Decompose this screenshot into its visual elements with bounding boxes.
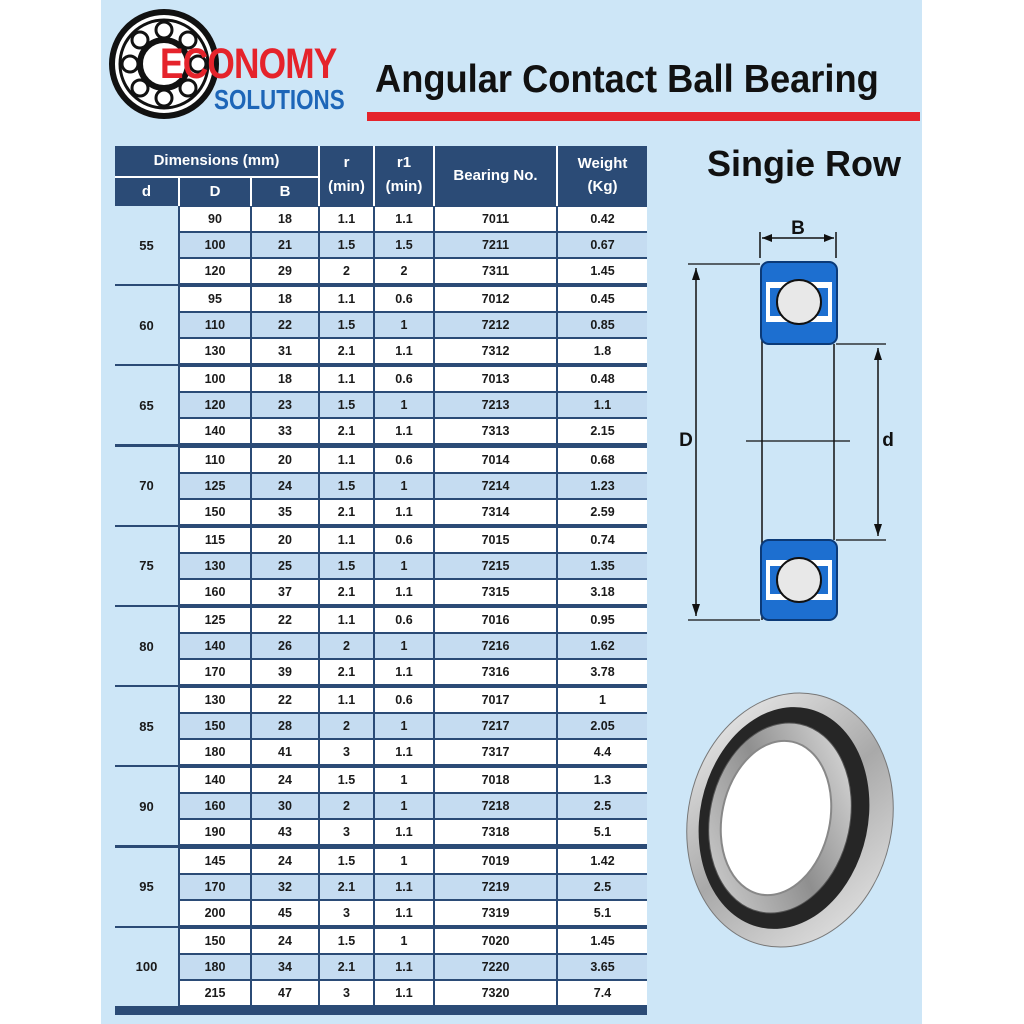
- table-row: [180, 981, 647, 1005]
- cell-B: 41: [278, 745, 292, 760]
- header-weight-unit: (Kg): [587, 178, 618, 195]
- cell-B: 22: [278, 318, 292, 333]
- cell-B: 33: [278, 424, 292, 439]
- cell-D: 100: [204, 238, 226, 252]
- cell-weight: 1: [599, 693, 606, 708]
- table-group: [115, 447, 647, 527]
- cell-B: 24: [278, 933, 292, 948]
- cell-weight: 1.8: [593, 344, 612, 359]
- cell-weight: 5.1: [593, 905, 612, 920]
- cell-weight: 1.3: [593, 773, 612, 788]
- cell-weight: 0.45: [590, 292, 615, 307]
- cell-r: 3: [343, 905, 350, 920]
- cell-r1: 1.1: [395, 985, 413, 1000]
- cell-D: 110: [204, 318, 226, 333]
- cell-bearing-no: 7217: [481, 719, 510, 734]
- cell-r: 1.1: [337, 693, 356, 708]
- cell-r: 1.5: [337, 773, 356, 788]
- cell-r: 1.1: [337, 212, 356, 226]
- cell-bearing-no: 7019: [481, 853, 510, 868]
- cell-bearing-no: 7012: [481, 292, 510, 307]
- cell-B: 32: [278, 879, 292, 894]
- cell-r1: 1.1: [395, 212, 413, 226]
- cell-B: 31: [278, 344, 292, 359]
- table-row: [180, 419, 647, 443]
- cell-B: 23: [278, 398, 292, 413]
- cell-D: 95: [208, 292, 222, 307]
- table-row: [180, 287, 647, 311]
- label-D: D: [679, 430, 693, 451]
- cell-r: 3: [343, 745, 350, 760]
- cell-D: 150: [204, 933, 226, 948]
- cell-r1: 0.6: [395, 372, 413, 387]
- cell-bearing-no: 7317: [481, 745, 510, 760]
- page-subtitle: Singie Row: [707, 143, 902, 184]
- cell-r1: 1: [400, 773, 408, 788]
- cell-r: 2: [343, 719, 350, 734]
- cell-bearing-no: 7011: [481, 212, 510, 226]
- table-row: [180, 688, 647, 712]
- cell-r1: 1.1: [395, 905, 413, 920]
- cell-bearing-no: 7316: [481, 665, 510, 679]
- cell-D: 130: [204, 344, 226, 359]
- cell-bearing-no: 7216: [481, 639, 510, 653]
- bearing-cross-section-diagram: [660, 210, 920, 630]
- cell-r1: 1.1: [395, 424, 413, 439]
- cell-weight: 2.05: [590, 719, 615, 734]
- cell-bearing-no: 7218: [481, 799, 510, 814]
- table-row: [180, 448, 647, 472]
- cell-r: 1.5: [337, 853, 356, 868]
- header-D-large: D: [209, 183, 221, 200]
- cell-weight: 1.23: [590, 478, 615, 493]
- cell-bearing-no: 7212: [481, 318, 510, 333]
- cell-D: 100: [204, 372, 226, 387]
- cell-r1: 0.6: [395, 532, 413, 547]
- cell-r1: 1.1: [395, 825, 413, 840]
- cell-r: 1.1: [337, 372, 356, 387]
- cell-r: 1.1: [337, 613, 356, 627]
- cell-weight: 1.62: [590, 639, 615, 653]
- cell-d: 85: [115, 687, 178, 765]
- cell-bearing-no: 7018: [481, 773, 510, 788]
- cell-r: 1.5: [337, 558, 356, 573]
- title-underline: [367, 112, 920, 121]
- bearing-spec-table: [115, 146, 647, 1015]
- cell-bearing-no: 7020: [481, 933, 510, 948]
- cell-bearing-no: 7220: [481, 959, 510, 974]
- cell-r1: 1.1: [395, 665, 413, 679]
- table-row: [180, 849, 647, 873]
- table-row: [180, 634, 647, 658]
- cell-r: 1.5: [337, 238, 356, 252]
- cell-D: 160: [204, 799, 226, 814]
- table-group: [115, 206, 647, 286]
- cell-r1: 1: [400, 398, 408, 413]
- header-B: B: [279, 183, 291, 200]
- cell-bearing-no: 7319: [481, 905, 510, 920]
- cell-r: 2: [343, 639, 350, 653]
- table-row: [180, 955, 647, 979]
- cell-r1: 0.6: [395, 693, 413, 708]
- cell-weight: 7.4: [593, 985, 612, 1000]
- cell-weight: 2.59: [590, 504, 615, 519]
- header-weight: Weight: [577, 155, 628, 172]
- cell-r1: 0.6: [395, 452, 413, 467]
- cell-weight: 1.45: [590, 933, 615, 948]
- cell-r: 2: [343, 264, 350, 278]
- cell-r1: 1: [400, 478, 408, 493]
- table-group: [115, 286, 647, 366]
- cell-r1: 1: [400, 558, 408, 573]
- cell-D: 140: [204, 424, 226, 439]
- cell-D: 170: [204, 665, 226, 679]
- cell-r: 1.5: [337, 318, 356, 333]
- cell-weight: 0.67: [590, 238, 615, 252]
- cell-d: 60: [115, 286, 178, 364]
- cell-D: 130: [204, 693, 226, 708]
- header-r1: r1: [396, 154, 412, 171]
- cell-bearing-no: 7313: [481, 424, 510, 439]
- cell-r: 2: [343, 799, 350, 814]
- cell-r1: 1.5: [395, 238, 413, 252]
- cell-r1: 0.6: [395, 613, 413, 627]
- header-r: r: [343, 154, 350, 171]
- table-row: [180, 207, 647, 231]
- cell-r1: 1.1: [395, 745, 413, 760]
- cell-D: 150: [204, 504, 226, 519]
- cell-weight: 3.65: [590, 959, 615, 974]
- cell-r1: 1: [400, 799, 408, 814]
- cell-weight: 1.42: [590, 853, 615, 868]
- cell-r1: 1.1: [395, 344, 413, 359]
- cell-B: 18: [278, 212, 292, 226]
- cell-r: 2.1: [337, 665, 356, 679]
- cell-r1: 1.1: [395, 504, 413, 519]
- cell-D: 120: [204, 398, 226, 413]
- cell-B: 24: [278, 853, 292, 868]
- cell-d: 55: [115, 206, 178, 284]
- table-row: [180, 367, 647, 391]
- cell-B: 22: [278, 613, 292, 627]
- header-bearing-no: Bearing No.: [453, 167, 538, 184]
- cell-D: 115: [204, 532, 226, 547]
- table-row: [180, 768, 647, 792]
- cell-weight: 3.18: [590, 584, 615, 599]
- table-group: [115, 527, 647, 607]
- header-dimensions: Dimensions (mm): [153, 152, 280, 169]
- cell-r1: 1.1: [395, 879, 413, 894]
- cell-r1: 1: [400, 853, 408, 868]
- cell-bearing-no: 7013: [481, 372, 510, 387]
- table-row: [180, 820, 647, 844]
- header-r1-unit: (min): [385, 178, 423, 195]
- cell-r: 2.1: [337, 424, 356, 439]
- cell-D: 215: [204, 985, 226, 1000]
- cell-r1: 1.1: [395, 584, 413, 599]
- table-row: [180, 580, 647, 604]
- cell-bearing-no: 7211: [481, 238, 510, 252]
- cell-r: 1.1: [337, 452, 356, 467]
- cell-d: 80: [115, 607, 178, 685]
- table-group: [115, 687, 647, 767]
- table-row: [180, 794, 647, 818]
- table-row: [180, 313, 647, 337]
- cell-bearing-no: 7213: [481, 398, 510, 413]
- cell-weight: 0.95: [590, 613, 615, 627]
- cell-weight: 2.15: [590, 424, 615, 439]
- cell-bearing-no: 7017: [481, 693, 510, 708]
- cell-D: 170: [204, 879, 226, 894]
- cell-bearing-no: 7016: [481, 613, 510, 627]
- cell-B: 22: [278, 693, 292, 708]
- cell-bearing-no: 7015: [481, 532, 510, 547]
- cell-r1: 1: [400, 933, 408, 948]
- cell-B: 18: [278, 292, 292, 307]
- cell-B: 20: [278, 532, 292, 547]
- cell-r1: 0.6: [395, 292, 413, 307]
- cell-weight: 1.45: [590, 264, 615, 278]
- cell-r: 1.5: [337, 933, 356, 948]
- cell-r: 2.1: [337, 504, 356, 519]
- cell-r: 2.1: [337, 584, 356, 599]
- header-d-small: d: [141, 183, 152, 200]
- table-row: [180, 233, 647, 257]
- cell-D: 190: [204, 825, 226, 840]
- logo-word-solutions: SOLUTIONS: [214, 84, 345, 115]
- cell-bearing-no: 7311: [481, 264, 510, 278]
- table-group: [115, 607, 647, 687]
- table-row: [180, 714, 647, 738]
- cell-B: 28: [278, 719, 292, 734]
- cell-B: 30: [278, 799, 292, 814]
- table-row: [180, 660, 647, 684]
- table-row: [180, 740, 647, 764]
- cell-weight: 0.74: [590, 532, 615, 547]
- table-group: [115, 366, 647, 446]
- cell-D: 180: [204, 745, 226, 760]
- cell-weight: 0.68: [590, 452, 615, 467]
- cell-B: 18: [278, 372, 292, 387]
- table-row: [180, 500, 647, 524]
- table-row: [180, 901, 647, 925]
- table-group: [115, 767, 647, 847]
- cell-D: 120: [204, 264, 226, 278]
- page-title: Angular Contact Ball Bearing: [375, 58, 879, 101]
- cell-D: 200: [204, 905, 226, 920]
- cell-bearing-no: 7219: [481, 879, 510, 894]
- cell-bearing-no: 7312: [481, 344, 510, 359]
- cell-d: 65: [115, 366, 178, 444]
- cell-B: 20: [278, 452, 292, 467]
- cell-B: 39: [278, 665, 292, 679]
- cell-B: 29: [278, 264, 292, 278]
- cell-d: 100: [115, 928, 178, 1006]
- cell-r1: 1: [400, 318, 408, 333]
- label-d: d: [882, 430, 894, 451]
- table-row: [180, 339, 647, 363]
- cell-bearing-no: 7314: [481, 504, 510, 519]
- cell-r1: 1.1: [395, 959, 413, 974]
- table-group: [115, 928, 647, 1008]
- cell-bearing-no: 7318: [481, 825, 510, 840]
- cell-D: 140: [204, 639, 226, 653]
- cell-r: 1.5: [337, 478, 356, 493]
- cell-B: 37: [278, 584, 292, 599]
- table-row: [180, 528, 647, 552]
- cell-B: 35: [278, 504, 292, 519]
- cell-weight: 0.42: [590, 212, 615, 226]
- table-row: [180, 608, 647, 632]
- cell-weight: 0.48: [590, 372, 615, 387]
- cell-r1: 1: [400, 719, 408, 734]
- table-row: [180, 929, 647, 953]
- cell-B: 26: [278, 639, 292, 653]
- table-row: [180, 474, 647, 498]
- cell-r: 1.5: [337, 398, 356, 413]
- cell-D: 150: [204, 719, 226, 734]
- cell-D: 130: [204, 558, 226, 573]
- cell-D: 160: [204, 584, 226, 599]
- table-row: [180, 554, 647, 578]
- cell-bearing-no: 7014: [481, 452, 510, 467]
- cell-D: 125: [204, 478, 226, 493]
- cell-B: 25: [278, 558, 292, 573]
- cell-bearing-no: 7215: [481, 558, 510, 573]
- logo-word-economy: ECONOMY: [160, 40, 337, 88]
- cell-B: 24: [278, 773, 292, 788]
- cell-weight: 5.1: [593, 825, 612, 840]
- cell-weight: 0.85: [590, 318, 615, 333]
- bearing-photo: [676, 682, 896, 962]
- cell-d: 90: [115, 767, 178, 845]
- header-r-unit: (min): [328, 178, 365, 195]
- cell-bearing-no: 7214: [481, 478, 510, 493]
- cell-weight: 3.78: [590, 665, 615, 679]
- cell-B: 21: [278, 238, 292, 252]
- table-header: [115, 146, 647, 206]
- header-divider: [178, 178, 180, 206]
- cell-r: 2.1: [337, 879, 356, 894]
- table-row: [180, 875, 647, 899]
- table-row: [180, 259, 647, 283]
- cell-r1: 1: [400, 639, 408, 653]
- cell-bearing-no: 7320: [481, 985, 510, 1000]
- cell-d: 70: [115, 447, 178, 525]
- cell-d: 95: [115, 848, 178, 926]
- cell-B: 45: [278, 905, 292, 920]
- cell-r: 2.1: [337, 959, 356, 974]
- cell-r: 1.1: [337, 292, 356, 307]
- table-row: [180, 393, 647, 417]
- cell-d: 75: [115, 527, 178, 605]
- cell-D: 125: [204, 613, 226, 627]
- cell-D: 180: [204, 959, 226, 974]
- cell-weight: 2.5: [593, 799, 612, 814]
- cell-bearing-no: 7315: [481, 584, 510, 599]
- cell-weight: 2.5: [593, 879, 612, 894]
- cell-D: 90: [208, 212, 222, 226]
- cell-B: 24: [278, 478, 292, 493]
- cell-weight: 1.35: [590, 558, 615, 573]
- cell-weight: 1.1: [593, 398, 612, 413]
- cell-B: 47: [278, 985, 292, 1000]
- cell-D: 145: [204, 853, 226, 868]
- cell-D: 140: [204, 773, 226, 788]
- cell-r1: 2: [400, 264, 408, 278]
- cell-r: 3: [343, 825, 350, 840]
- table-group: [115, 848, 647, 928]
- label-B: B: [791, 218, 805, 239]
- header-divider: [250, 178, 252, 206]
- cell-B: 43: [278, 825, 292, 840]
- cell-B: 34: [278, 959, 292, 974]
- cell-weight: 4.4: [593, 745, 612, 760]
- cell-r: 2.1: [337, 344, 356, 359]
- cell-r: 1.1: [337, 532, 356, 547]
- cell-D: 110: [204, 452, 226, 467]
- cell-r: 3: [343, 985, 350, 1000]
